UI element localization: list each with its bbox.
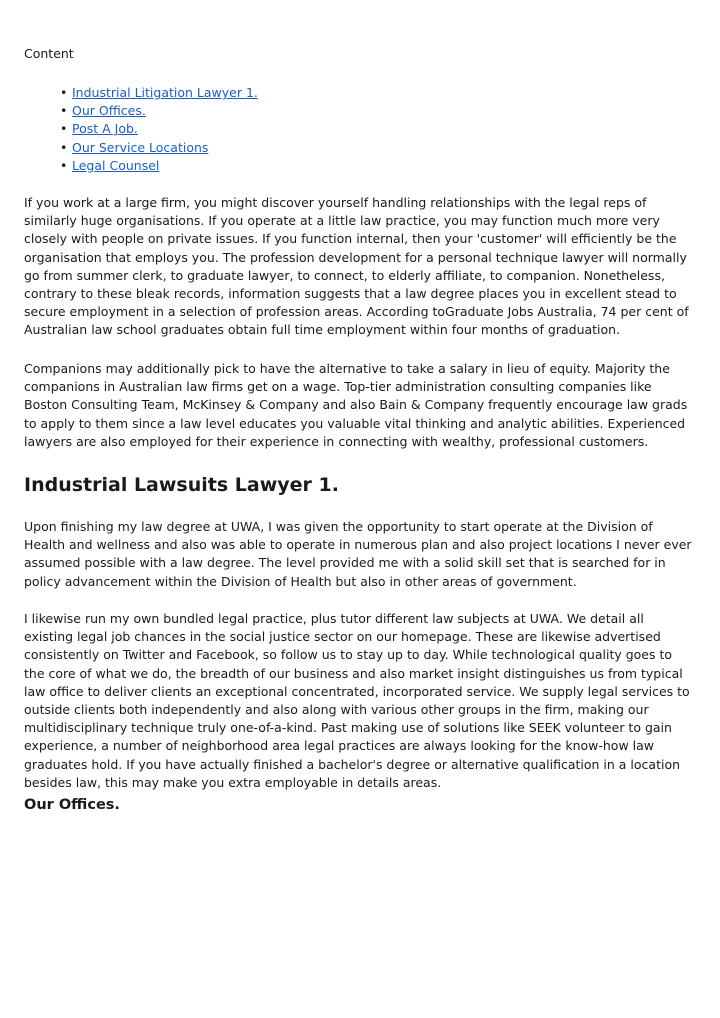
toc-item <box>60 139 258 157</box>
table-of-contents <box>60 84 258 175</box>
toc-item <box>60 84 258 102</box>
toc-link-legal-counsel[interactable]: Legal Counsel <box>72 157 160 173</box>
bullet: • <box>60 121 68 137</box>
toc-item <box>60 102 258 120</box>
toc-link-industrial-litigation-lawyer[interactable]: Industrial Litigation Lawyer 1. <box>72 85 258 100</box>
bullet: • <box>60 157 68 173</box>
toc-item <box>60 157 258 175</box>
paragraph-companions: Companions may additionally pick to have the alternative to take a salary in lieu of equity. Majority the companions in Australian law firms get on a wage. Top-tier administration consulting companies like Boston Consulting Team, McKinsey & Company and also Bain & Company frequently encourage law grads to apply to them since a law level educates you valuable vital thinking and analytic abilities. Experienced lawyers are also employed for their experience in connecting with wealthy, professional customers. <box>24 361 688 449</box>
toc-link-our-service-locations[interactable]: Our Service Locations <box>72 139 209 155</box>
paragraph-legal-practice: I likewise run my own bundled legal practice, plus tutor different law subjects at UWA. We detail all existing legal job chances in the social justice sector on our homepage. These are likewise advertised consistently on Twitter and Facebook, so follow us to stay up to day. While technological quality goes to the core of what we do, the breadth of our business and also market insight distinguishes us from typical law office to deliver clients an exceptional concentrated, incorporated service. We supply legal services to outside clients both independently and also along with various other groups in the firm, making our multidisciplinary technique truly one-of-a-kind. Past making use of solutions like SEEK volunteer to gain experience, a number of neighborhood area legal practices are always looking for the know-how law graduates hold. If you have actually finished a bachelor's degree or alternative qualification in a location besides law, this may make you extra employable in details areas. <box>24 611 690 790</box>
bullet: • <box>60 103 68 119</box>
toc-link-our-offices[interactable]: Our Offices. <box>72 103 146 119</box>
toc-item <box>60 120 258 138</box>
paragraph-uwa-degree: Upon finishing my law degree at UWA, I was given the opportunity to start operate at the Division of Health and wellness and also was able to operate in numerous plan and also project locations I never ever assumed possible with a law degree. The level provided me with a solid skill set that is searched for in policy advancement within the Division of Health but also in other areas of government. <box>24 519 692 589</box>
content-label: Content <box>24 46 74 61</box>
bullet: • <box>60 139 68 155</box>
bullet: • <box>60 85 68 100</box>
section-heading-our-offices: Our Offices. <box>24 797 120 813</box>
paragraph-intro: If you work at a large firm, you might discover yourself handling relationships with the legal reps of similarly huge organisations. If you operate at a little law practice, you may function much more very closely with people on private issues. If you function internal, then your 'customer' will efficiently be the organisation that employs you. The profession development for a personal technique lawyer will normally go from summer clerk, to graduate lawyer, to connect, to elderly affiliate, to companion. Nonetheless, contrary to these bleak records, information suggests that a law degree places you in excellent stead to secure employment in a selection of profession areas. According toGraduate Jobs Australia, 74 per cent of Australian law school graduates obtain full time employment within four months of graduation. <box>24 195 689 338</box>
toc-link-post-a-job[interactable]: Post A Job. <box>72 121 138 137</box>
section-heading-industrial-lawsuits-lawyer: Industrial Lawsuits Lawyer 1. <box>24 474 339 496</box>
